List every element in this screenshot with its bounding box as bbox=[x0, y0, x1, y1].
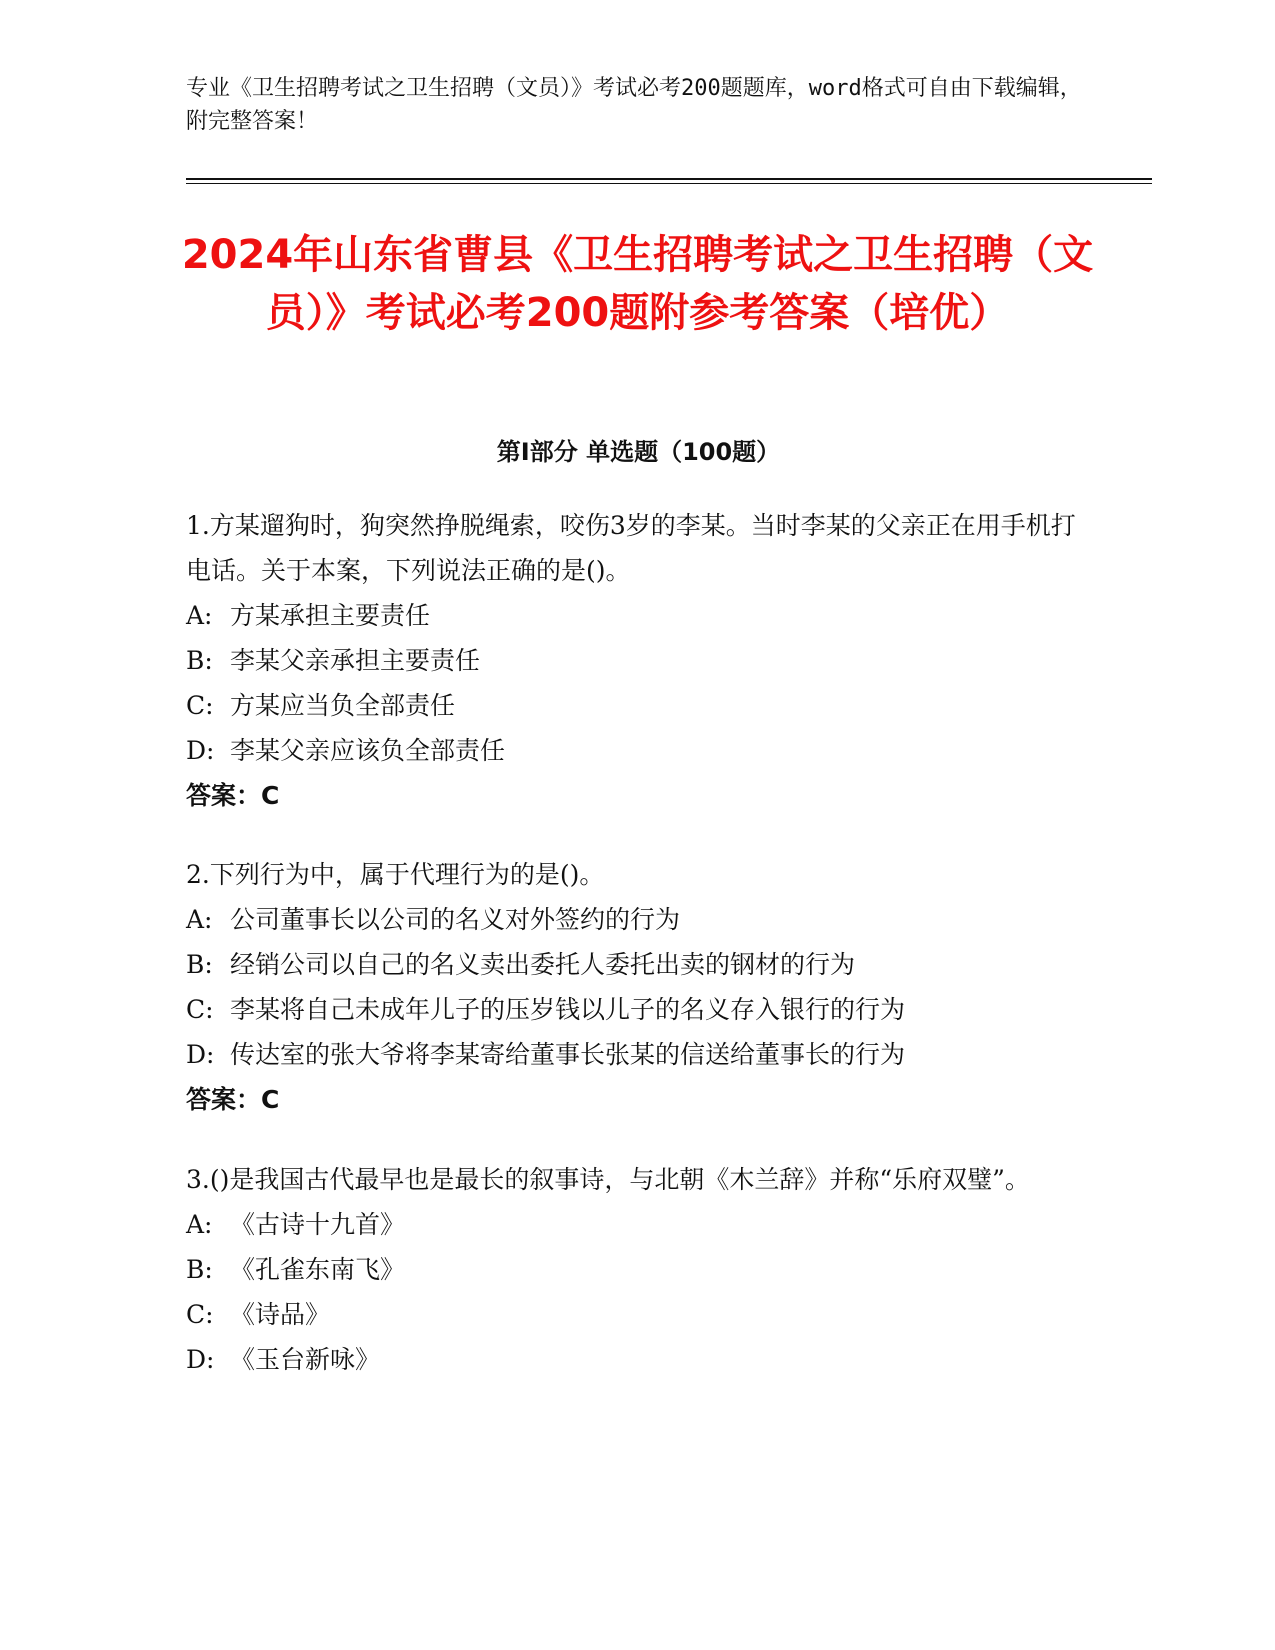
option-text: 传达室的张大爷将李某寄给董事长张某的信送给董事长的行为 bbox=[230, 1040, 906, 1069]
option-c bbox=[186, 987, 1086, 1032]
option-c bbox=[186, 1292, 1086, 1337]
option-key: D: bbox=[186, 1040, 215, 1069]
option-a bbox=[186, 1202, 1086, 1247]
option-b bbox=[186, 942, 1086, 987]
option-d bbox=[186, 1337, 1086, 1382]
option-key: D: bbox=[186, 736, 215, 765]
option-d bbox=[186, 1032, 1086, 1077]
question-stem: 2.下列行为中，属于代理行为的是()。 bbox=[186, 860, 605, 889]
option-key: D: bbox=[186, 1345, 215, 1374]
option-text: 李某父亲应该负全部责任 bbox=[230, 736, 506, 765]
option-text: 方某承担主要责任 bbox=[230, 601, 431, 630]
question-3 bbox=[186, 1157, 1086, 1382]
option-a bbox=[186, 593, 1086, 638]
option-text: 《孔雀东南飞》 bbox=[230, 1255, 406, 1284]
document-title: 2024年山东省曹县《卫生招聘考试之卫生招聘（文员）》考试必考200题附参考答案（培优） bbox=[181, 232, 1094, 336]
section-heading: 第I部分 单选题（100题） bbox=[496, 438, 781, 466]
option-key: A: bbox=[186, 601, 213, 630]
question-stem: 3.()是我国古代最早也是最长的叙事诗，与北朝《木兰辞》并称“乐府双璧”。 bbox=[186, 1165, 1030, 1194]
answer-line: 答案：C bbox=[186, 1085, 280, 1114]
question-2 bbox=[186, 852, 1086, 1123]
option-b bbox=[186, 1247, 1086, 1292]
option-key: C: bbox=[186, 995, 214, 1024]
option-key: A: bbox=[186, 905, 213, 934]
option-text: 李某父亲承担主要责任 bbox=[230, 646, 481, 675]
header-note: 专业《卫生招聘考试之卫生招聘（文员）》考试必考200题题库，word格式可自由下载编辑，附完整答案！ bbox=[186, 76, 1082, 134]
question-1 bbox=[186, 503, 1086, 819]
option-key: C: bbox=[186, 1300, 214, 1329]
option-key: A: bbox=[186, 1210, 213, 1239]
option-text: 方某应当负全部责任 bbox=[230, 691, 456, 720]
option-text: 经销公司以自己的名义卖出委托人委托出卖的钢材的行为 bbox=[230, 950, 856, 979]
option-d bbox=[186, 728, 1086, 773]
answer-line: 答案：C bbox=[186, 781, 280, 810]
header-rule-thin bbox=[186, 183, 1152, 184]
header-rule-thick bbox=[186, 178, 1152, 180]
option-key: B: bbox=[186, 950, 213, 979]
option-c bbox=[186, 683, 1086, 728]
question-stem: 1.方某遛狗时，狗突然挣脱绳索，咬伤3岁的李某。当时李某的父亲正在用手机打电话。关于本案，下列说法正确的是()。 bbox=[186, 511, 1076, 585]
option-key: B: bbox=[186, 646, 213, 675]
option-text: 《诗品》 bbox=[230, 1300, 331, 1329]
option-text: 李某将自己未成年儿子的压岁钱以儿子的名义存入银行的行为 bbox=[230, 995, 906, 1024]
option-text: 《古诗十九首》 bbox=[230, 1210, 406, 1239]
option-b bbox=[186, 638, 1086, 683]
option-text: 公司董事长以公司的名义对外签约的行为 bbox=[230, 905, 681, 934]
option-key: C: bbox=[186, 691, 214, 720]
option-text: 《玉台新咏》 bbox=[230, 1345, 381, 1374]
option-key: B: bbox=[186, 1255, 213, 1284]
option-a bbox=[186, 897, 1086, 942]
